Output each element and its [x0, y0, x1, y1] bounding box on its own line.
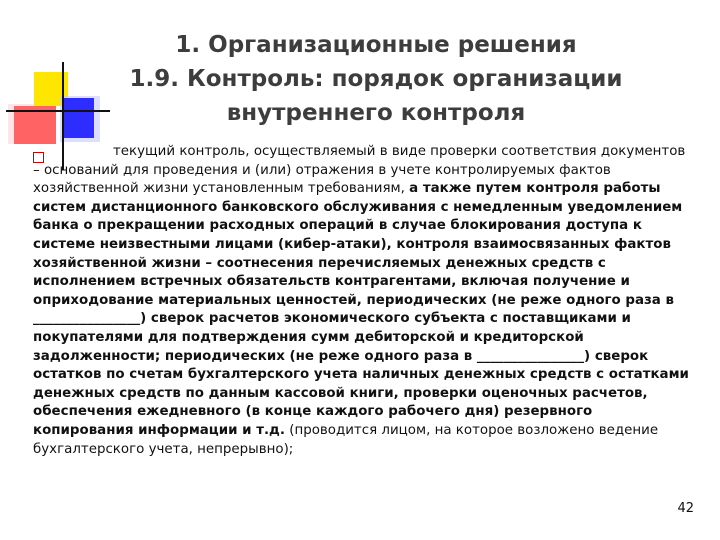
body-paragraph — [33, 143, 693, 459]
page-number: 42 — [677, 501, 694, 516]
body-segment-closing: (проводится лицом, на которое возложено ведение бухгалтерского учета, непрерывно); — [33, 422, 659, 457]
title-line-1: 1. Организационные решения — [175, 32, 577, 58]
body-segment-bold: а также путем контроля работы систем дистанционного банковского обслуживания с немедленным уведомлением банка о прекращении расходных операций в случае блокирования доступа к системе неизвестными лицами (кибер-атаки), контроля взаимосвязанных фактов хозяйственной жизни – соотнесения перечисляемых денежных средств с исполнением встречных обязательств контрагентами, включая получение и оприходование материальных ценностей, периодических (не реже одного раза в ________________) сверок расчетов экономического субъекта с поставщиками и покупателями для подтверждения сумм дебиторской и кредиторской задолженности; периодических (не реже одного раза в ________________) сверок остатков по счетам бухгалтерского учета наличных денежных средств с остатками денежных средств по данным кассовой книги, проверки оценочных расчетов, обеспечения ежедневного (в конце каждого рабочего дня) резервного копирования информации и т.д. — [33, 181, 689, 438]
title-line-3: внутреннего контроля — [226, 100, 526, 126]
title-line-2: 1.9. Контроль: порядок организации — [129, 66, 623, 92]
decor-horizontal-line — [6, 110, 110, 112]
body-segment-regular: текущий контроль, осуществляемый в виде проверки соответствия документов – оснований для проведения и (или) отражения в учете контролируемых фактов хозяйственной жизни установленным требованиям, — [33, 144, 686, 197]
slide-title — [96, 28, 656, 130]
decor-blue-square — [64, 98, 94, 138]
